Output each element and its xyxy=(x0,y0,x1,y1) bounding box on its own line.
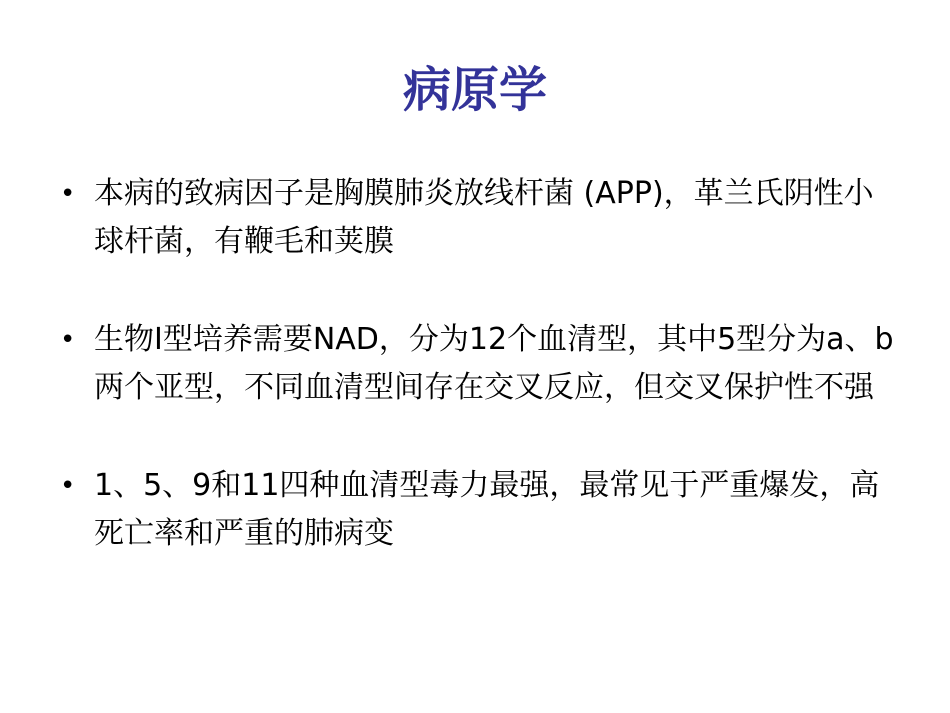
bullet-text: 本病的致病因子是胸膜肺炎放线杆菌 (APP)，革兰氏阴性小球杆菌，有鞭毛和荚膜 xyxy=(94,176,874,259)
slide-title: 病原学 xyxy=(402,62,547,118)
bullet-icon: • xyxy=(60,179,76,209)
bullet-item xyxy=(60,170,900,266)
bullet-icon: • xyxy=(60,325,76,355)
bullet-item xyxy=(60,316,900,412)
bullet-text: 1、5、9和11四种血清型毒力最强，最常见于严重爆发，高死亡率和严重的肺病变 xyxy=(94,468,880,551)
bullet-text: 生物Ⅰ型培养需要NAD，分为12个血清型，其中5型分为a、b两个亚型，不同血清型间存在交叉反应，但交叉保护性不强 xyxy=(94,322,894,405)
bullet-icon: • xyxy=(60,471,76,501)
bullet-item xyxy=(60,462,900,558)
bullet-list xyxy=(60,170,900,558)
